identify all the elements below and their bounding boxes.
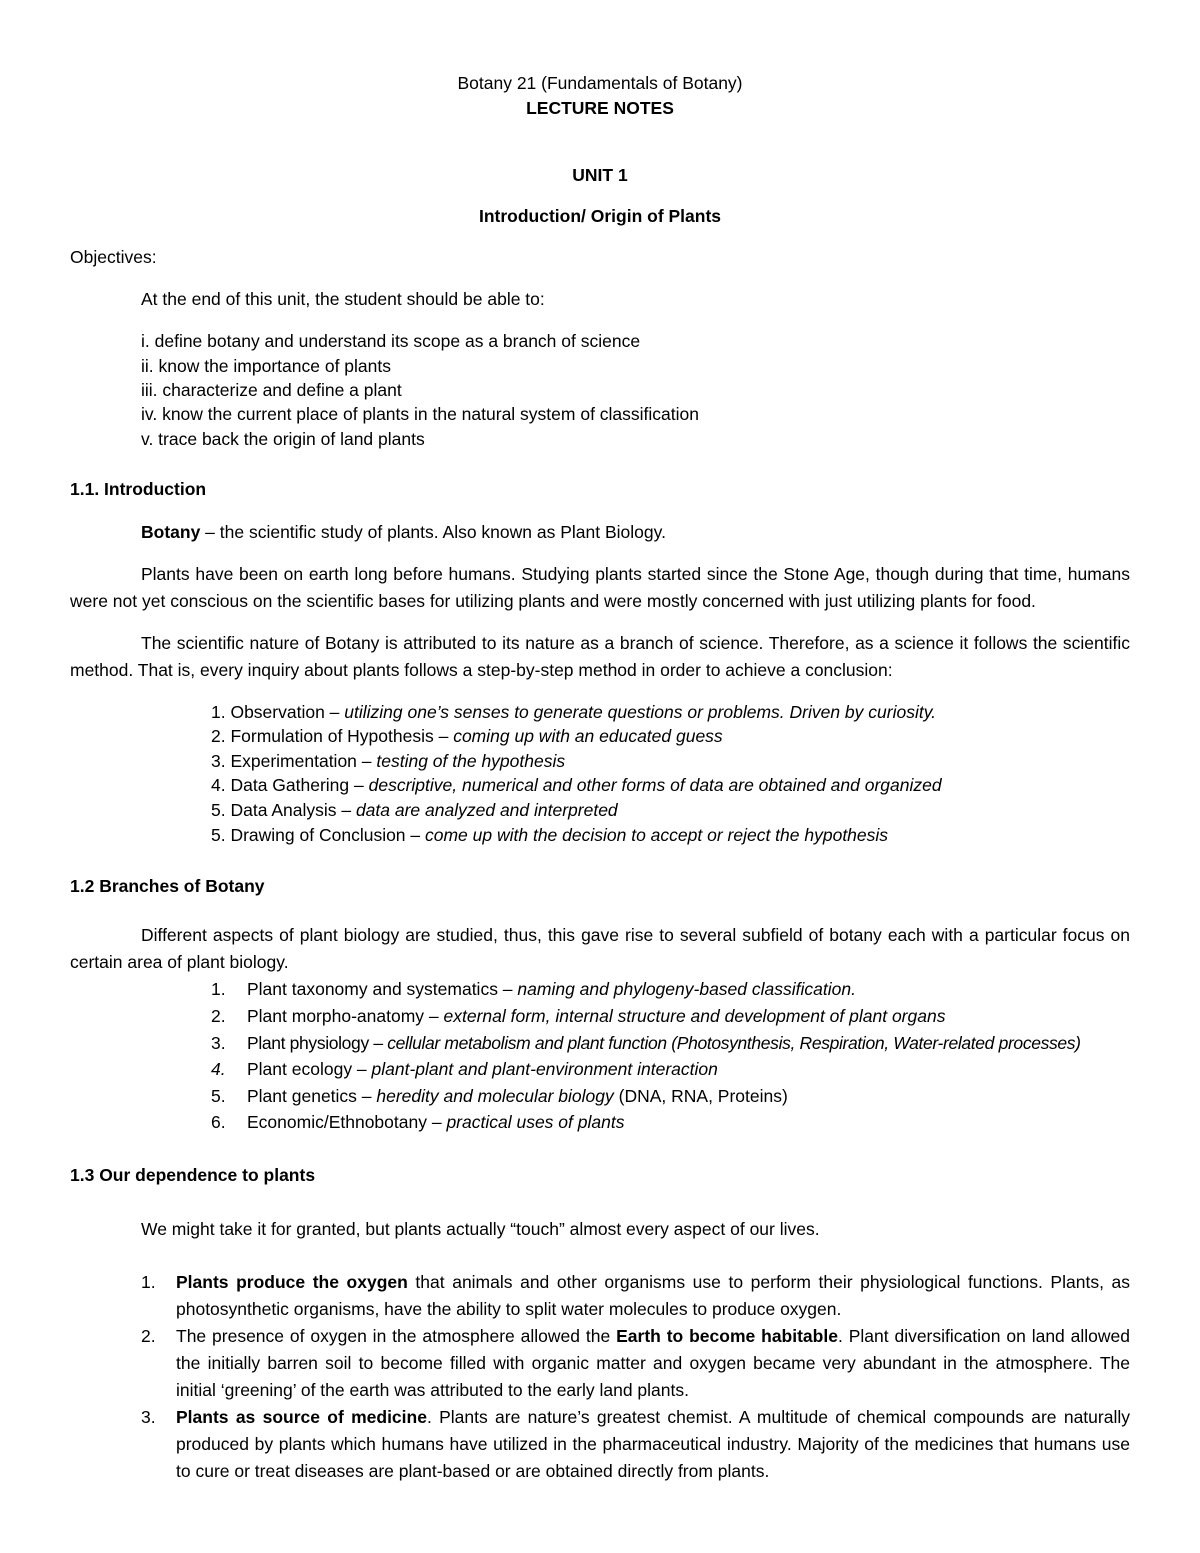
botany-def-text: – the scientific study of plants. Also known as Plant Biology. [200, 522, 666, 542]
method-step: 4. Data Gathering – descriptive, numerical and other forms of data are obtained and organized [211, 775, 942, 795]
branches-intro: Different aspects of plant biology are studied, thus, this gave rise to several subfield of botany each with a particular focus on certain area of plant biology. [70, 925, 1130, 972]
section-heading-branches: 1.2 Branches of Botany [70, 876, 265, 896]
objective-item: i. define botany and understand its scope as a branch of science [141, 331, 641, 351]
intro-paragraph-2: The scientific nature of Botany is attributed to its nature as a branch of science. Therefore, as a science it follows the scientific method. That is, every inquiry about plants follows a step-by-step method in order to achieve a conclusion: [70, 633, 1130, 680]
objective-item: v. trace back the origin of land plants [141, 429, 425, 449]
section-heading-dependence: 1.3 Our dependence to plants [70, 1165, 316, 1185]
objectives-label: Objectives: [70, 247, 157, 267]
method-step: 5. Data Analysis – data are analyzed and interpreted [211, 800, 618, 820]
botany-term: Botany [141, 522, 201, 542]
course-title: Botany 21 (Fundamentals of Botany) [457, 73, 743, 93]
objective-item: iv. know the current place of plants in the natural system of classification [141, 404, 700, 424]
section-heading-introduction: 1.1. Introduction [70, 479, 207, 499]
method-step: 1. Observation – utilizing one’s senses to generate questions or problems. Driven by curiosity. [211, 702, 937, 722]
dependence-intro: We might take it for granted, but plants actually “touch” almost every aspect of our lives. [141, 1219, 820, 1239]
objective-item: iii. characterize and define a plant [141, 380, 402, 400]
method-step: 2. Formulation of Hypothesis – coming up with an educated guess [211, 726, 723, 746]
botany-definition [141, 524, 666, 542]
objective-item: ii. know the importance of plants [141, 356, 391, 376]
method-step: 5. Drawing of Conclusion – come up with the decision to accept or reject the hypothesis [211, 825, 889, 845]
document-page: Botany 21 (Fundamentals of Botany) LECTURE NOTES UNIT 1 Introduction/ Origin of Plants Objectives: At the end of this unit, the student should be able to: i. define botany and understand its scope as a branch of science ii. know the importance of plants iii. characterize and define a plant iv. know the current place of plants in the natural system of classification v. trace back the origin of land plants 1.1. Introduction Botany – the scientific study of plants. Also known as Plant Biology. Plants have been on earth long before humans. Studying plants started since the Stone Age, though during that time, humans were not yet conscious on the scientific bases for utilizing plants and were mostly concerned with just utilizing plants for food. The scientific nature of Botany is attributed to its nature as a branch of science. Therefore, as a science it follows the scientific method. That is, every inquiry about plants follows a step-by-step method in order to achieve a conclusion: 1. Observation – utilizing one’s senses to generate questions or problems. Driven by curiosity. 2. Formulation of Hypothesis – coming up with an educated guess 3. Experimentation – testing of the hypothesis 4. Data Gathering – descriptive, numerical and other forms of data are obtained and organized 5. Data Analysis – data are analyzed and interpreted 5. Drawing of Conclusion – come up with the decision to accept or reject the hypothesis 1.2 Branches of Botany Different aspects of plant biology are studied, thus, this gave rise to several subfield of botany each with a particular focus on certain area of plant biology. 1. Plant taxonomy and systematics – naming and phylogeny-based classification. 2. Plant morpho-anatomy – external form, internal structure and development of plant organs 3. Plant physiology – cellular metabolism and plant function (Photosynthesis, Respiration, Water-related processes) 4. Plant ecology – plant-plant and plant-environment interaction 5. Plant genetics – heredity and molecular biology (DNA, RNA, Proteins) 6. Economic/Ethnobotany – practical uses of plants 1.3 Our dependence to plants We might take it for granted, but plants actually “touch” almost every aspect of our lives. 1. Plants produce the oxygen that animals and other organisms use to perform their physiological functions. Plants, as photosynthetic organisms, have the ability to split water molecules to produce oxygen. 2. The presence of oxygen in the atmosphere allowed the Earth to become habitable. Plant diversification on land allowed the initially barren soil to become filled with organic matter and oxygen became very abundant in the atmosphere. The initial ‘greening’ of the earth was attributed to the early land plants. 3. Plants as source of medicine. Plants are nature’s greatest chemist. A multitude of chemical compounds are naturally produced by plants which humans have utilized in the pharmaceutical industry. Majority of the medicines that humans use to cure or treat diseases are plant-based or are obtained directly from plants. [0, 0, 1200, 1553]
unit-title: UNIT 1 [572, 165, 628, 185]
unit-subtitle: Introduction/ Origin of Plants [478, 206, 722, 226]
objectives-intro: At the end of this unit, the student should be able to: [141, 289, 545, 309]
doc-type-title: LECTURE NOTES [526, 98, 674, 118]
method-step: 3. Experimentation – testing of the hypothesis [211, 751, 566, 771]
intro-paragraph-1: Plants have been on earth long before humans. Studying plants started since the Stone Age, though during that time, humans were not yet conscious on the scientific bases for utilizing plants and were mostly concerned with just utilizing plants for food. [70, 564, 1130, 611]
